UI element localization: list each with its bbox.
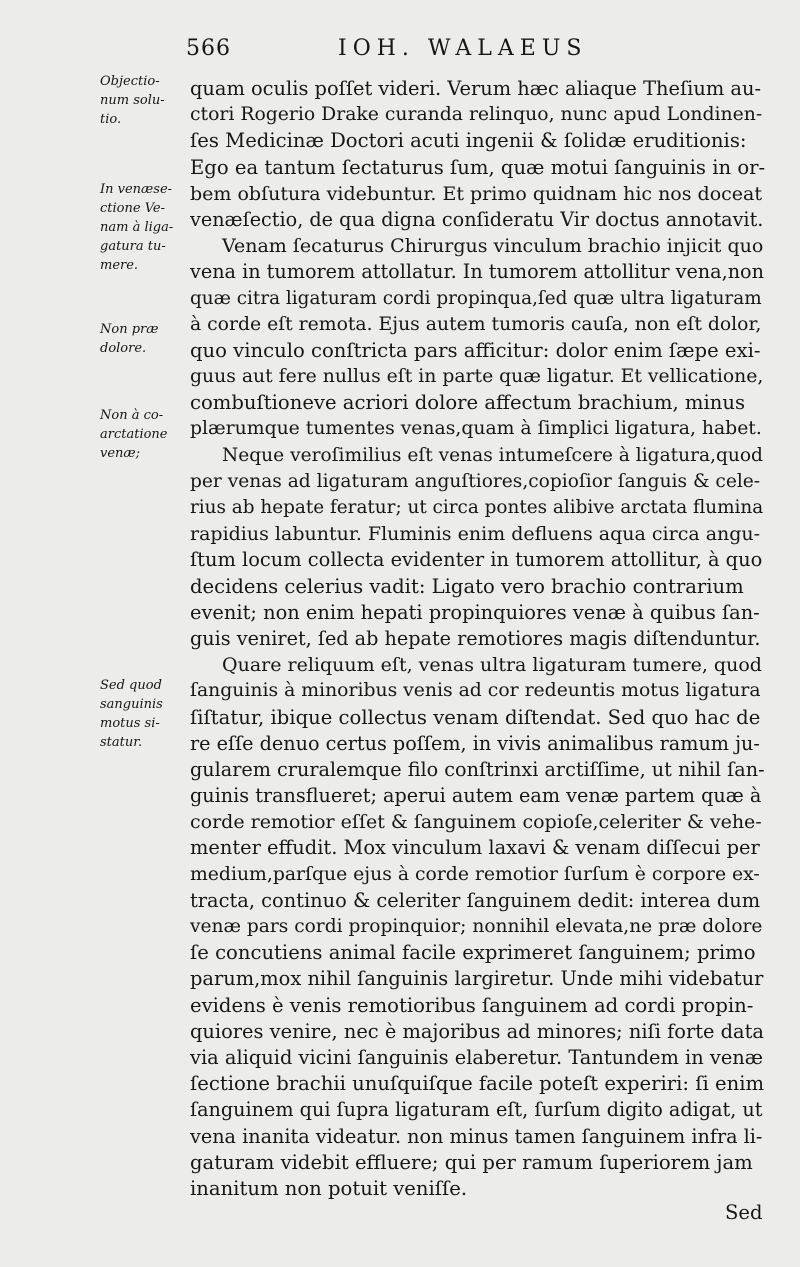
text-line: menter effudit. Mox vinculum laxavi & venam diſſecui per — [190, 836, 760, 860]
text-line: evidens è venis remotioribus ſanguinem ad cordi propin- — [190, 993, 754, 1017]
text-line: rius ab hepate feratur; ut circa pontes alibive arctata flumina — [190, 497, 764, 518]
text-line: venæ pars cordi propinquior; nonnihil elevata,ne præ dolore — [190, 916, 763, 937]
text-line: guinis transflueret; aperui autem eam venæ partem quæ à — [190, 784, 762, 808]
text-line: quiores venire, nec è majoribus ad minores; niſi forte data — [190, 1019, 764, 1043]
text-line: venæſectio, de qua digna conſideratu Vir doctus annotavit. — [190, 207, 764, 231]
text-line: Neque veroſimilius eſt venas intumeſcere à ligatura,quod — [222, 444, 763, 466]
text-line: parum,mox nihil ſanguinis largiretur. Unde mihi videbatur — [190, 967, 764, 991]
text-line: re eſſe denuo certus poſſem, in vivis animalibus ramum ju- — [190, 731, 760, 755]
text-line: ſiſtatur, ibique collectus venam diſtendat. Sed quo hac de — [190, 705, 761, 729]
text-line: Ego ea tantum ſectaturus ſum, quæ motui ſanguinis in or- — [190, 155, 765, 179]
text-line: medium,parſque ejus à corde remotior ſurſum è corpore ex- — [190, 863, 760, 885]
margin-note-in-venae-sectione: In venæse- ctione Ve- nam à liga- gatura tu- mere. — [100, 182, 174, 273]
text-line: vena in tumorem attollatur. In tumorem attollitur vena,non — [190, 260, 764, 284]
page-number: 566 — [186, 36, 231, 61]
text-line: bem obſutura videbuntur. Et primo quidnam hic nos doceat — [190, 182, 762, 205]
text-line: ſanguinem qui ſupra ligaturam eſt, ſurſum digito adigat, ut — [190, 1098, 763, 1122]
margin-note-sed-quod-sanguinis: Sed quod sanguinis motus si- statur. — [100, 678, 163, 750]
text-line: inanitum non potuit veniſſe. — [190, 1176, 468, 1200]
text-line: ſe concutiens animal facile exprimeret ſanguinem; primo — [190, 941, 756, 965]
margin-note-objectionum-solutio: Objectio- num solu- tio. — [100, 74, 165, 127]
text-line: ſtum locum collecta evidenter in tumorem attollitur, à quo — [190, 548, 763, 572]
text-line: rapidius labuntur. Fluminis enim defluens aqua circa angu- — [190, 523, 761, 546]
text-line: gularem cruralemque filo conſtrinxi arctiſſime, ut nihil ſan- — [190, 757, 765, 781]
margin-note-non-a-coarctatione: Non à co- arctatione venæ; — [100, 408, 168, 461]
text-line: guis veniret, ſed ab hepate remotiores magis diſtenduntur. — [190, 626, 761, 650]
running-head: IOH. WALAEUS — [338, 36, 588, 61]
text-line: evenit; non enim hepati propinquiores venæ à quibus ſan- — [190, 600, 760, 624]
text-line: guus aut fere nullus eſt in parte quæ ligatur. Et vellicatione, — [190, 366, 764, 388]
text-line: tracta, continuo & celeriter ſanguinem dedit: interea dum — [190, 888, 761, 912]
text-line: decidens celerius vadit: Ligato vero brachio contrarium — [190, 574, 744, 598]
page-header — [0, 36, 800, 68]
text-line: ſes Medicinæ Doctori acuti ingenii & ſolidæ eruditionis: — [190, 129, 747, 153]
text-line: via aliquid vicini ſanguinis elaberetur. Tantundem in venæ — [190, 1045, 764, 1069]
text-line: vena inanita videatur. non minus tamen ſanguinem infra li- — [190, 1124, 763, 1148]
text-line: combuſtioneve acriori dolore affectum brachium, minus — [190, 391, 746, 415]
text-line: à corde eſt remota. Ejus autem tumoris cauſa, non eſt dolor, — [190, 313, 762, 335]
margin-note-non-prae-dolore: Non præ dolore. — [100, 322, 159, 356]
text-line: quæ citra ligaturam cordi propinqua,ſed quæ ultra ligaturam — [190, 287, 762, 309]
text-line: Quare reliquum eſt, venas ultra ligaturam tumere, quod — [222, 654, 762, 677]
text-line: Venam ſecaturus Chirurgus vinculum brachio injicit quo — [222, 235, 764, 258]
text-line: quam oculis poſſet videri. Verum hæc aliaque Theſium au- — [190, 77, 761, 100]
text-line: gaturam videbit effluere; qui per ramum ſuperiorem jam — [190, 1150, 753, 1174]
text-line: per venas ad ligaturam anguſtiores,copioſior ſanguis & cele- — [190, 470, 761, 492]
body-text — [190, 76, 765, 1202]
text-line: corde remotior eſſet & ſanguinem copioſe,celeriter & vehe- — [190, 811, 762, 834]
text-line: quo vinculo conſtricta pars afficitur: dolor enim ſæpe exi- — [190, 338, 761, 362]
catchword: Sed — [725, 1201, 763, 1224]
text-line: ctori Rogerio Drake curanda relinquo, nunc apud Londinen- — [190, 104, 763, 126]
text-line: ſanguinis à minoribus venis ad cor redeuntis motus ligatura — [190, 680, 761, 702]
text-line: ſectione brachii unuſquiſque facile poteſt experiri: ſi enim — [190, 1072, 765, 1096]
text-line: plærumque tumentes venas,quam à ſimplici ligatura, habet. — [190, 418, 762, 440]
